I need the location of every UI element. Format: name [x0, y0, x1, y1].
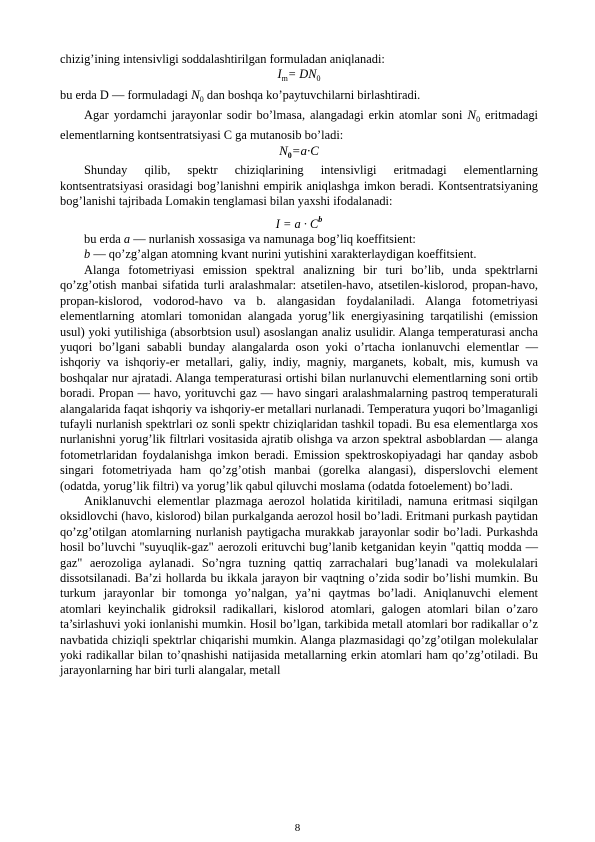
- definition-D: [60, 87, 538, 107]
- symbol-N: N: [191, 86, 200, 102]
- definition-b: [60, 247, 538, 262]
- paragraph-agar-text: Agar yordamchi jarayonlar sodir bo’lmasa, alangadagi erkin atomlar soni: [84, 108, 463, 123]
- paragraph-agar-cont: eritmadagi elementlarning kontsentratsiyasi C ga mutanosib bo’ladi:: [60, 108, 538, 142]
- page-number: 8: [294, 822, 301, 834]
- definition-b-after: — qo’zg’algan atomning kvant nurini yutishini xarakterlaydigan koeffitsient.: [93, 247, 477, 262]
- intro-line: chizig’ining intensivligi soddalashtirilgan formuladan aniqlanadi:: [60, 52, 385, 66]
- formula1-eq: = DN: [287, 67, 317, 82]
- symbol-N0: [191, 87, 204, 102]
- document-page: [60, 52, 538, 679]
- definition-b-symbol: b: [84, 247, 91, 262]
- symbol-N-sub: 0: [199, 94, 204, 104]
- symbol-N0-agar: [467, 107, 481, 125]
- definition-a-after: — nurlanish xossasiga va namunaga bog’liq koeffitsient:: [133, 232, 416, 247]
- formula1-lhs: I: [277, 67, 282, 82]
- paragraph-agar: [60, 107, 538, 143]
- formula1-rhs-sub: 0: [316, 74, 321, 84]
- formula-intensity: [60, 67, 538, 86]
- definition-a: [60, 232, 538, 247]
- symbol-N-agar-sub: 0: [476, 115, 481, 125]
- formula3-lhs: I = a · C: [275, 216, 319, 231]
- paragraph-aniqlanuvchi: Aniklanuvchi elementlar plazmaga aerozol holatida kiritiladi, namuna eritmasi siqilgan oksidlovchi (havo, kislorod) bilan purkalganda aerozol hosil bo’ladi. Eritmani purkash paytidan qo’zg’otilgan atomlarning nurlanish paytigacha murakkab jarayonlar sodir bo’ladi. Purkashda hosil bo’luvchi "suyuqlik-gaz" aerozoli erituvchi bug’lanib ketganidan keyin "qattiq modda —gaz" aerozoliga aylanadi. So’ngra tuzning qattiq zarrachalari bug’lanadi va molekulalari dissotsilanadi. Ba’zi hollarda bu ikkala jarayon bir vaqtning o’zida sodir bo’lishi mumkin. Bu turkum jarayonlar bir tomonga yo’nalgan, ya’ni qaytmas bo’ladi. Aniqlanuvchi element atomlari keyinchalik gidroksil radikallari, kislorod atomlari, galogen atomlari bilan o’zaro ta’sirlashuvi yoki ionlanishi mumkin. Hosil bo’lgan, tarkibida metall atomlari bor radikallar o’z navbatida chiziqli spektrlar chiqarishi mumkin. Alanga plazmasidagi qo’zg’otilgan molekulalar yoki radikallar bilan to’qnashishi natijasida metallarning erkin atomlari ham qo’zg’otiladi. Bu jarayonlarning har biri turli alangalar, metall: [60, 493, 538, 678]
- formula-lomakin: [60, 212, 538, 232]
- formula2-lhs: N: [279, 143, 288, 159]
- formula2-sub: 0: [287, 151, 292, 161]
- formula2-rhs: =a∙C: [291, 143, 319, 159]
- formula3-exp: b: [318, 214, 323, 224]
- definition-D-before: bu erda D — formuladagi: [60, 87, 188, 102]
- definition-D-after: dan boshqa ko’paytuvchilarni birlashtiradi.: [206, 87, 421, 102]
- formula1-lhs-sub: m: [281, 74, 288, 84]
- paragraph-alanga: Alanga fotometriyasi emission spektral analizning bir turi bo’lib, unda spektrlarni qo’zg’otish manbai sifatida turli aralashmalar: atsetilen-havo, atsetilen-kislorod, propan-havo, propan-kislorod, vodorod-havo va b. alangasidan foydalaniladi. Alanga fotometriyasi elementlarning atomlari tomonidan alangada yorug’lik energiyasining tarqatilishi (emission usul) yoki yutilishiga (absorbtsion usul) asoslangan analiz usulidir. Alanga temperaturasi ancha yuqori bo’lgani sababli bunday alangalarda oson yoki o’rtacha ionlanuvchi elementlar — ishqoriy va ishqoriy-er metallari, galiy, indiy, magniy, marganets, kobalt, mis, kumush va boshqalar nur ajratadi. Alanga temperaturasi ortishi bilan nurlanuvchi elementlarning soni ortib boradi. Propan — havo, yorituvchi gaz — havo singari aralashmalarning pastroq temperaturali alangalarida faqat ishqoriy va ishqoriy-er metallari nurlanadi. Temperatura yuqori bo’lmaganligi tufayli nurlanish spektrlari oz sonli spektr chiziqlaridan tashkil topadi. Bu esa elementlarga xos nurlanishni yorug’lik filtrlari vositasida ajratib olishga va arzon spektral asboblardan — alanga fotometrlaridan foydalanishga imkon beradi. Emission spektroskopiyadagi har qanday asbob singari fotometriyada ham qo’zg’otish manbai (gorelka alangasi), disperslovchi element (odatda, yorug’lik filtri) va yorug’lik qabul qiluvchi moslama (odatda fotoelement) bo’ladi.: [60, 262, 538, 493]
- formula-concentration: [60, 143, 538, 163]
- symbol-N-agar: N: [467, 107, 477, 123]
- definition-a-before: bu erda: [84, 232, 121, 247]
- definition-a-symbol: a: [123, 232, 131, 247]
- paragraph-shunday: Shunday qilib, spektr chiziqlarining intensivligi eritmadagi elementlarning kontsentratsiyasi orasidagi bog’lanishni empirik aniqlashga imkon beradi. Kontsentratsiyaning bog’lanishi tajribada Lomakin tenglamasi bilan yaxshi ifodalanadi:: [60, 163, 538, 209]
